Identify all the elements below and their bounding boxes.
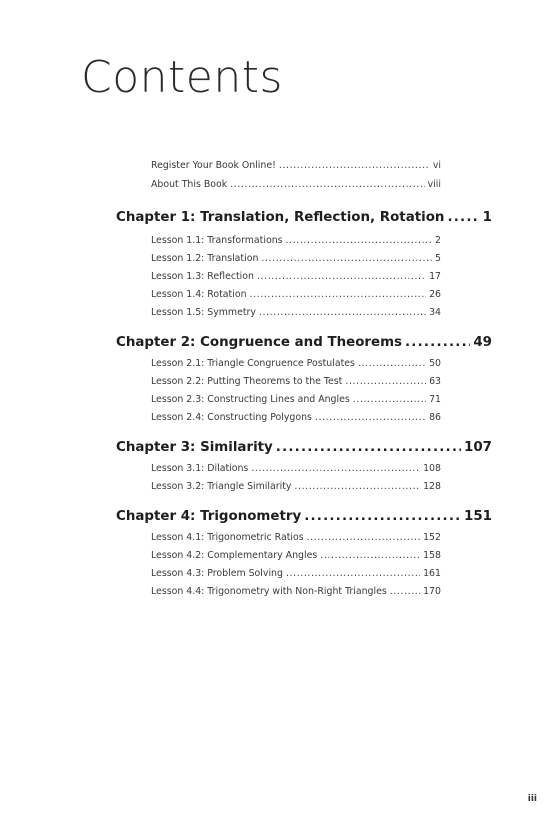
dot-leader <box>353 394 426 405</box>
toc-entry-page: viii <box>427 179 441 190</box>
dot-leader <box>294 481 420 492</box>
toc-lesson-4-2[interactable] <box>151 550 441 564</box>
lesson-label: Lesson 1.1: Transformations <box>151 235 283 246</box>
lesson-page: 86 <box>429 412 441 423</box>
toc-entry-register[interactable] <box>151 160 441 174</box>
toc-chapter-1[interactable] <box>116 210 492 230</box>
dot-leader <box>320 550 420 561</box>
dot-leader <box>358 358 426 369</box>
lesson-page: 158 <box>423 550 441 561</box>
dot-leader <box>286 568 420 579</box>
toc-chapter-3[interactable] <box>116 440 492 460</box>
lesson-label: Lesson 1.3: Reflection <box>151 271 254 282</box>
dot-leader <box>405 335 470 350</box>
toc-lesson-3-2[interactable] <box>151 481 441 495</box>
dot-leader <box>390 586 420 597</box>
page-title: Contents <box>81 52 283 103</box>
toc-chapter-4[interactable] <box>116 509 492 529</box>
toc-lesson-1-3[interactable] <box>151 271 441 285</box>
toc-lesson-4-3[interactable] <box>151 568 441 582</box>
toc-lesson-4-4[interactable] <box>151 586 441 600</box>
lesson-page: 108 <box>423 463 441 474</box>
lesson-page: 26 <box>429 289 441 300</box>
toc-lesson-4-1[interactable] <box>151 532 441 546</box>
lesson-page: 128 <box>423 481 441 492</box>
lesson-label: Lesson 2.1: Triangle Congruence Postulates <box>151 358 355 369</box>
dot-leader <box>345 376 426 387</box>
lesson-label: Lesson 1.5: Symmetry <box>151 307 256 318</box>
lesson-page: 17 <box>429 271 441 282</box>
toc-lesson-1-4[interactable] <box>151 289 441 303</box>
dot-leader <box>279 160 430 171</box>
lesson-page: 71 <box>429 394 441 405</box>
chapter-title: Chapter 3: Similarity <box>116 440 273 455</box>
chapter-page: 49 <box>473 335 492 350</box>
toc-lesson-1-5[interactable] <box>151 307 441 321</box>
toc-lesson-2-1[interactable] <box>151 358 441 372</box>
dot-leader <box>307 532 421 543</box>
chapter-page: 1 <box>482 210 492 225</box>
chapter-title: Chapter 2: Congruence and Theorems <box>116 335 403 350</box>
toc-lesson-3-1[interactable] <box>151 463 441 477</box>
chapter-page: 107 <box>464 440 492 455</box>
chapter-title: Chapter 4: Trigonometry <box>116 509 302 524</box>
lesson-page: 63 <box>429 376 441 387</box>
lesson-label: Lesson 4.3: Problem Solving <box>151 568 283 579</box>
lesson-page: 5 <box>435 253 441 264</box>
lesson-label: Lesson 4.4: Trigonometry with Non-Right Triangles <box>151 586 387 597</box>
lesson-page: 152 <box>423 532 441 543</box>
lesson-page: 2 <box>435 235 441 246</box>
dot-leader <box>315 412 426 423</box>
dot-leader <box>257 271 426 282</box>
lesson-label: Lesson 3.1: Dilations <box>151 463 249 474</box>
lesson-label: Lesson 4.1: Trigonometric Ratios <box>151 532 304 543</box>
dot-leader <box>250 289 427 300</box>
toc-lesson-1-2[interactable] <box>151 253 441 267</box>
page-number: iii <box>527 794 537 804</box>
toc-entry-label: Register Your Book Online! <box>151 160 276 171</box>
lesson-label: Lesson 1.4: Rotation <box>151 289 247 300</box>
toc-chapter-2[interactable] <box>116 335 492 355</box>
lesson-page: 170 <box>423 586 441 597</box>
toc-lesson-2-4[interactable] <box>151 412 441 426</box>
dot-leader <box>286 235 433 246</box>
dot-leader <box>259 307 426 318</box>
dot-leader <box>276 440 461 455</box>
lesson-label: Lesson 1.2: Translation <box>151 253 259 264</box>
toc-lesson-1-1[interactable] <box>151 235 441 249</box>
dot-leader <box>251 463 420 474</box>
lesson-page: 50 <box>429 358 441 369</box>
dot-leader <box>261 253 432 264</box>
toc-entry-page: vi <box>432 160 441 171</box>
lesson-page: 34 <box>429 307 441 318</box>
chapter-page: 151 <box>464 509 492 524</box>
toc-lesson-2-2[interactable] <box>151 376 441 390</box>
lesson-label: Lesson 2.4: Constructing Polygons <box>151 412 312 423</box>
toc-entry-about[interactable] <box>151 179 441 193</box>
dot-leader <box>230 179 424 190</box>
lesson-label: Lesson 3.2: Triangle Similarity <box>151 481 292 492</box>
dot-leader <box>304 509 461 524</box>
chapter-title: Chapter 1: Translation, Reflection, Rotation <box>116 210 445 225</box>
lesson-page: 161 <box>423 568 441 579</box>
toc-entry-label: About This Book <box>151 179 228 190</box>
dot-leader <box>447 210 479 225</box>
lesson-label: Lesson 2.3: Constructing Lines and Angles <box>151 394 350 405</box>
toc-lesson-2-3[interactable] <box>151 394 441 408</box>
lesson-label: Lesson 2.2: Putting Theorems to the Test <box>151 376 343 387</box>
lesson-label: Lesson 4.2: Complementary Angles <box>151 550 318 561</box>
